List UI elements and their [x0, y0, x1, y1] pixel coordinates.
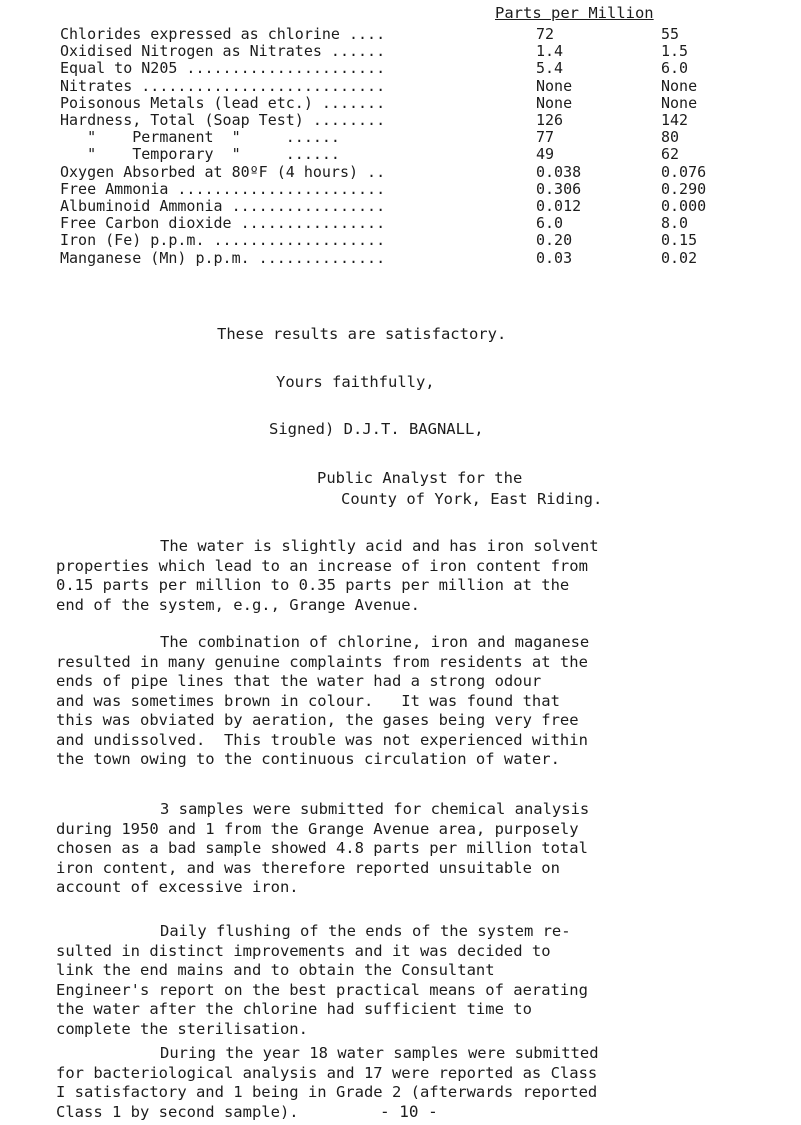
paragraph-line: properties which lead to an increase of iron content from	[56, 556, 588, 575]
row-label: Albuminoid Ammonia .................	[60, 197, 386, 215]
row-value-2: 62	[661, 145, 680, 164]
table-row	[60, 78, 740, 95]
row-value-1: 0.012	[536, 197, 582, 215]
paragraph-line: for bacteriological analysis and 17 were reported as Class	[56, 1063, 598, 1082]
row-value-2: 8.0	[661, 214, 689, 233]
paragraph-line: iron content, and was therefore reported unsuitable on	[56, 858, 560, 877]
row-value-1: 6.0	[536, 214, 564, 233]
paragraph-line: the water after the chlorine had sufficient time to	[56, 1000, 532, 1018]
row-value-2: 0.000	[661, 197, 707, 215]
row-label: Iron (Fe) p.p.m. ...................	[60, 231, 386, 250]
row-value-1: 0.306	[536, 179, 582, 198]
row-label: Equal to N205 ......................	[60, 59, 386, 78]
paragraph-line: 3 samples were submitted for chemical analysis	[160, 800, 590, 818]
signature: Signed) D.J.T. BAGNALL,	[269, 420, 484, 438]
paragraph-line: complete the sterilisation.	[56, 1019, 308, 1038]
table-row	[60, 232, 740, 249]
paragraph-line: Engineer's report on the best practical means of aerating	[56, 980, 588, 999]
row-value-1: 126	[536, 111, 564, 129]
paragraph-chemical-samples	[56, 800, 766, 898]
row-label: " Temporary " ......	[60, 145, 340, 164]
table-row	[60, 250, 740, 267]
row-value-2: 142	[661, 111, 689, 129]
table-header: Parts per Million	[495, 4, 654, 22]
row-value-2: 0.076	[661, 162, 707, 181]
paragraph-line: During the year 18 water samples were submitted	[160, 1044, 599, 1062]
paragraph-line: this was obviated by aeration, the gases being very free	[56, 711, 579, 729]
row-label: Manganese (Mn) p.p.m. ..............	[60, 248, 386, 267]
paragraph-line: I satisfactory and 1 being in Grade 2 (afterwards reported	[56, 1083, 598, 1101]
row-value-1: 1.4	[536, 42, 564, 61]
paragraph-iron-solvent	[56, 537, 766, 615]
row-value-2: 6.0	[661, 59, 689, 78]
row-label: Poisonous Metals (lead etc.) .......	[60, 93, 386, 112]
row-label: Free Ammonia .......................	[60, 179, 386, 198]
row-label: Hardness, Total (Soap Test) ........	[60, 111, 386, 129]
row-value-2: 0.290	[661, 179, 707, 198]
paragraph-line: Daily flushing of the ends of the system re-	[160, 922, 571, 940]
row-value-1: 0.20	[536, 231, 573, 250]
row-value-2: None	[661, 93, 698, 112]
table-row	[60, 181, 740, 198]
table-row	[60, 198, 740, 215]
paragraph-line: link the end mains and to obtain the Consultant	[56, 961, 495, 979]
table-row	[60, 215, 740, 232]
row-value-1: None	[536, 93, 573, 112]
paragraph-line: account of excessive iron.	[56, 878, 299, 896]
row-value-1: 0.03	[536, 248, 573, 267]
paragraph-line: and undissolved. This trouble was not experienced within	[56, 730, 588, 749]
results-statement: These results are satisfactory.	[217, 325, 507, 343]
row-value-2: 0.15	[661, 231, 698, 250]
table-row	[60, 164, 740, 181]
row-value-1: 72	[536, 25, 555, 43]
row-value-2: None	[661, 76, 698, 95]
paragraph-line: sulted in distinct improvements and it was decided to	[56, 941, 551, 960]
row-value-2: 1.5	[661, 42, 689, 61]
table-row	[60, 60, 740, 77]
table-row	[60, 129, 740, 146]
table-row	[60, 26, 740, 43]
row-value-2: 55	[661, 25, 680, 43]
paragraph-line: resulted in many genuine complaints from residents at the	[56, 652, 588, 671]
row-value-2: 0.02	[661, 248, 698, 267]
row-label: " Permanent " ......	[60, 128, 340, 147]
paragraph-line: The combination of chlorine, iron and maganese	[160, 633, 590, 651]
paragraph-line: the town owing to the continuous circulation of water.	[56, 750, 560, 768]
paragraph-line: and was sometimes brown in colour. It was found that	[56, 691, 560, 710]
valediction: Yours faithfully,	[276, 373, 435, 391]
page-number: - 10 -	[380, 1102, 438, 1121]
row-value-1: 0.038	[536, 162, 582, 181]
analyst-title-line-2: County of York, East Riding.	[341, 490, 603, 508]
row-value-1: 5.4	[536, 59, 564, 78]
paragraph-line: during 1950 and 1 from the Grange Avenue area, purposely	[56, 819, 579, 838]
paragraph-line: chosen as a bad sample showed 4.8 parts per million total	[56, 839, 588, 857]
paragraph-line: The water is slightly acid and has iron solvent	[160, 537, 599, 555]
paragraph-flushing	[56, 922, 766, 1039]
row-value-1: 77	[536, 128, 555, 147]
table-row	[60, 146, 740, 163]
paragraph-complaints	[56, 633, 766, 770]
row-label: Oxygen Absorbed at 80ºF (4 hours) ..	[60, 162, 386, 181]
row-value-2: 80	[661, 128, 680, 147]
row-label: Oxidised Nitrogen as Nitrates ......	[60, 42, 386, 61]
row-label: Nitrates ...........................	[60, 76, 386, 95]
table-row	[60, 112, 740, 129]
paragraph-line: ends of pipe lines that the water had a strong odour	[56, 672, 542, 690]
row-label: Free Carbon dioxide ................	[60, 214, 386, 233]
row-label: Chlorides expressed as chlorine ....	[60, 25, 386, 43]
paragraph-line: end of the system, e.g., Grange Avenue.	[56, 595, 420, 614]
row-value-1: None	[536, 76, 573, 95]
table-row	[60, 43, 740, 60]
paragraph-line: 0.15 parts per million to 0.35 parts per million at the	[56, 576, 570, 594]
paragraph-line: Class 1 by second sample).	[56, 1102, 299, 1121]
row-value-1: 49	[536, 145, 555, 164]
analyst-title-line-1: Public Analyst for the	[317, 469, 523, 487]
table-row	[60, 95, 740, 112]
